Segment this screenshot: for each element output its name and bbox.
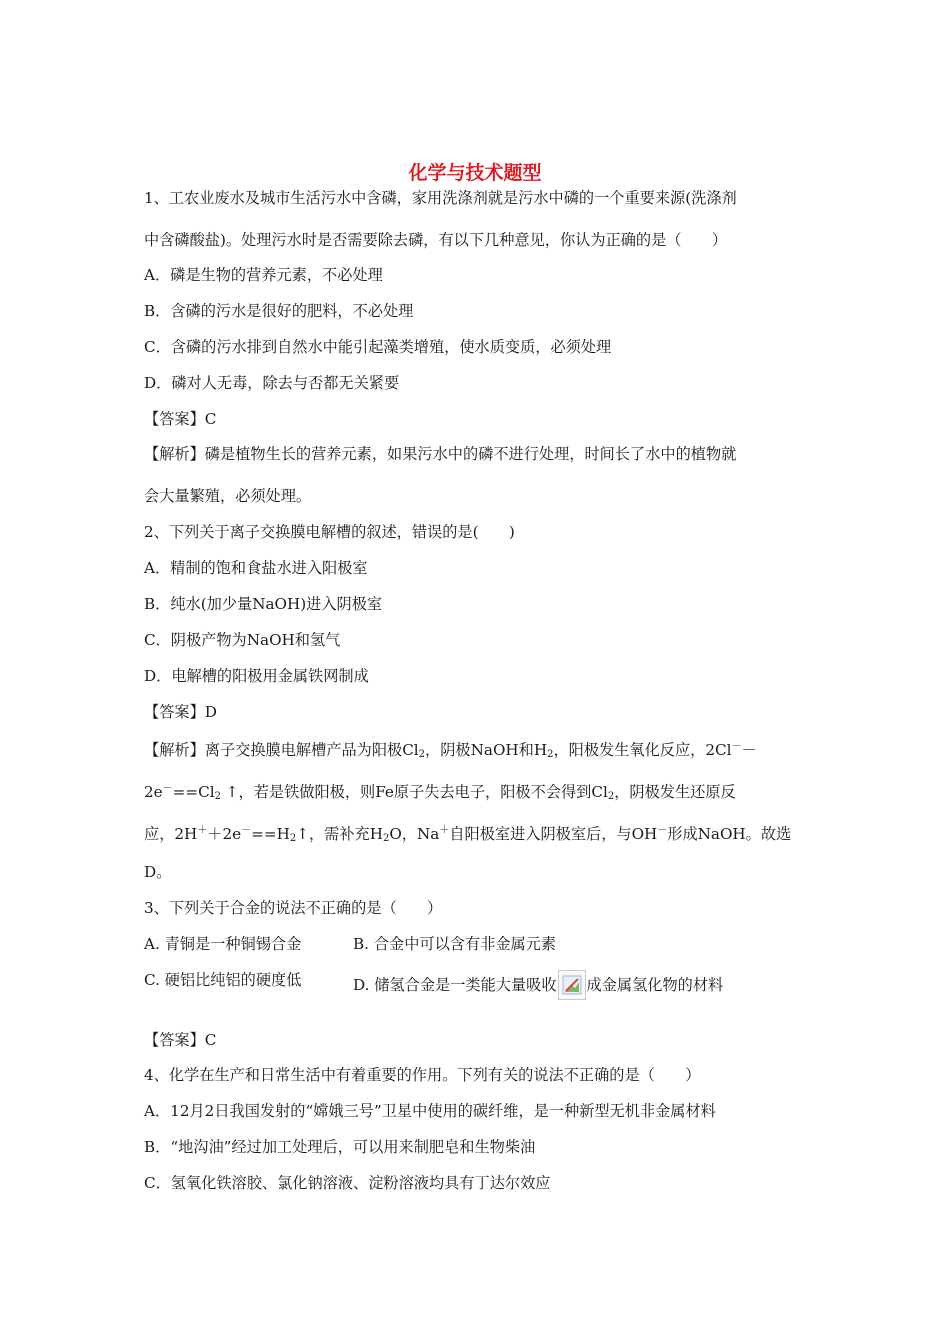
q1-analysis-line1: 【解析】磷是植物生长的营养元素，如果污水中的磷不进行处理，时间长了水中的植物就 <box>144 445 737 463</box>
q4-option-c: C．氢氧化铁溶胶、氯化钠溶液、淀粉溶液均具有丁达尔效应 <box>144 1174 551 1192</box>
q1-analysis-line2: 会大量繁殖，必须处理。 <box>144 487 312 505</box>
q2-analysis-line1: 【解析】离子交换膜电解槽产品为阳极$Cl_2$，阴极NaOH和$H_2$，阳极发生氧化反应，2Cl－－ <box>144 741 757 760</box>
q1-option-a: A．磷是生物的营养元素，不必处理 <box>144 266 383 284</box>
q3-stem: 3、下列关于合金的说法不正确的是（ ） <box>144 899 443 917</box>
q2-stem: 2、下列关于离子交换膜电解槽的叙述，错误的是( ) <box>144 523 515 541</box>
q2-option-b: B．纯水(加少量NaOH)进入阴极室 <box>144 595 383 613</box>
q2-answer: 【答案】D <box>144 703 217 721</box>
q3-option-b: B. 合金中可以含有非金属元素 <box>353 935 557 953</box>
page-title: 化学与技术题型 <box>408 162 542 184</box>
q3-answer: 【答案】C <box>144 1031 217 1049</box>
q1-answer: 【答案】C <box>144 410 217 428</box>
q1-option-d: D．磷对人无毒，除去与否都无关紧要 <box>144 374 400 392</box>
q3-option-c: C. 硬铝比纯铝的硬度低 <box>144 971 302 989</box>
q1-option-c: C．含磷的污水排到自然水中能引起藻类增殖，使水质变质，必须处理 <box>144 338 612 356</box>
q2-analysis-line2: $2e^-==Cl_2$ ↑，若是铁做阳极，则Fe原子失去电子，阳极不会得到$Cl_2$，阴极发生还原反 <box>144 783 736 802</box>
q3-options-row1 <box>144 934 557 954</box>
q1-option-b: B．含磷的污水是很好的肥料，不必处理 <box>144 302 414 320</box>
q2-option-d: D．电解槽的阳极用金属铁网制成 <box>144 667 369 685</box>
q2-option-c: C．阴极产物为NaOH和氢气 <box>144 631 341 649</box>
q4-stem: 4、化学在生产和日常生活中有着重要的作用。下列有关的说法不正确的是（ ） <box>144 1066 701 1084</box>
q4-option-a: A．12月2日我国发射的“嫦娥三号”卫星中使用的碳纤维，是一种新型无机非金属材料 <box>144 1102 716 1120</box>
broken-image-icon <box>558 970 586 1000</box>
q3-option-d: D. 储氢合金是一类能大量吸收 成金属氢化物的材料 <box>353 970 723 1000</box>
q2-analysis-line4: D。 <box>144 863 172 881</box>
q2-analysis-line3: 应，$2H^++2e^-==H_2↑$，需补充$H_2O$，Na＋自阳极室进入阴极室后，与OH－形成NaOH。故选 <box>144 825 792 844</box>
q3-options-row2 <box>144 970 724 994</box>
q2-option-a: A．精制的饱和食盐水进入阳极室 <box>144 559 368 577</box>
q3-option-a: A. 青铜是一种铜锡合金 <box>144 935 302 953</box>
q4-option-b: B．“地沟油”经过加工处理后，可以用来制肥皂和生物柴油 <box>144 1138 536 1156</box>
q1-stem-line1: 1、工农业废水及城市生活污水中含磷，家用洗涤剂就是污水中磷的一个重要来源(洗涤剂 <box>144 189 737 207</box>
q1-stem-line2: 中含磷酸盐)。处理污水时是否需要除去磷，有以下几种意见，你认为正确的是（ ） <box>144 231 728 249</box>
